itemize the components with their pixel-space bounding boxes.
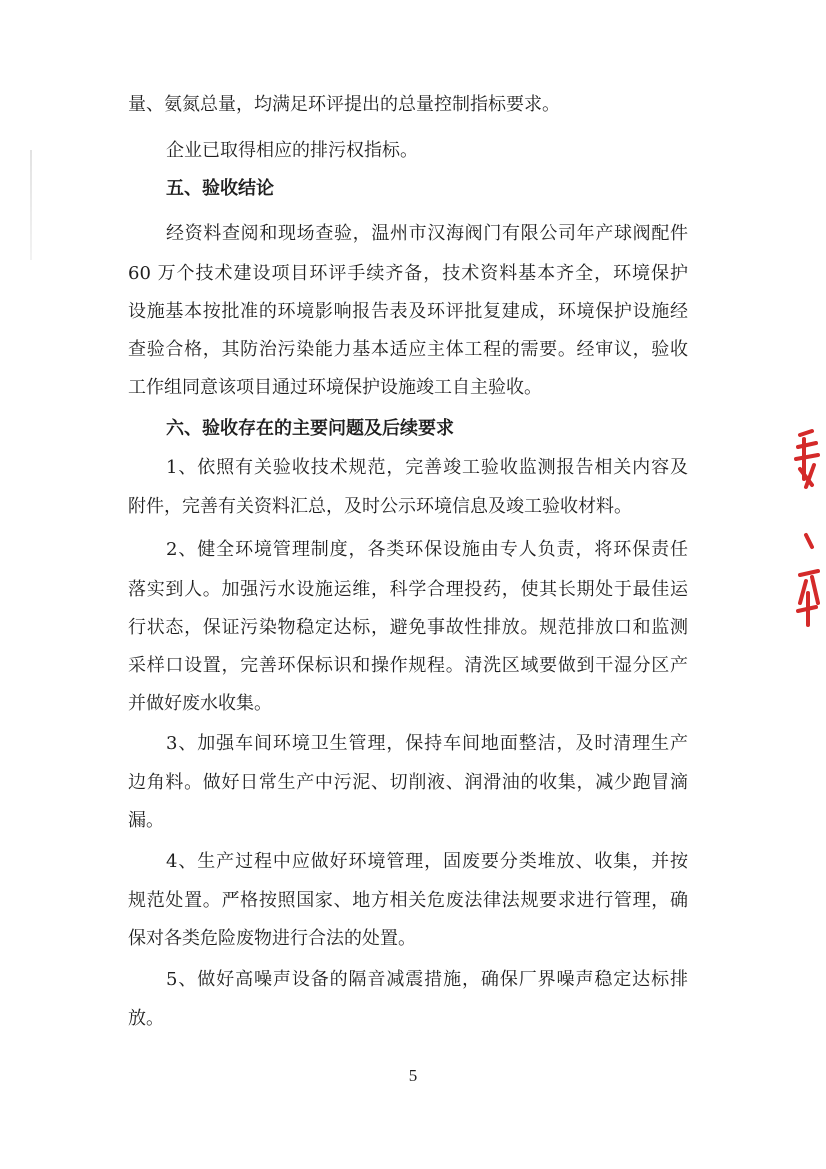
text-line-8: 工作组同意该项目通过环境保护设施竣工自主验收。 [128, 377, 542, 398]
text-line-19: 漏。 [128, 810, 164, 831]
text-line-7: 查验合格，其防治污染能力基本适应主体工程的需要。经审议，验收 [128, 339, 688, 360]
text-line-4: 经资料查阅和现场查验，温州市汉海阀门有限公司年产球阀配件 [166, 223, 688, 244]
text-line-24: 放。 [128, 1008, 164, 1029]
page-number: 5 [408, 1066, 418, 1085]
text-line-16: 并做好废水收集。 [128, 693, 272, 714]
text-line-21: 规范处置。严格按照国家、地方相关危废法律法规要求进行管理，确 [128, 890, 688, 911]
text-line-6: 设施基本按批准的环境影响报告表及环评批复建成，环境保护设施经 [128, 301, 688, 322]
text-line-17: 3、加强车间环境卫生管理，保持车间地面整洁，及时清理生产 [166, 733, 688, 754]
text-line-13: 落实到人。加强污水设施运维，科学合理投药，使其长期处于最佳运 [128, 579, 688, 600]
section-heading-conclusion: 五、验收结论 [166, 178, 274, 199]
text-line-5: 60 万个技术建设项目环评手续齐备，技术资料基本齐全，环境保护 [128, 263, 688, 284]
text-line-15: 采样口设置，完善环保标识和操作规程。清洗区域要做到干湿分区产 [128, 655, 688, 676]
text-line-23: 5、做好高噪声设备的隔音减震措施，确保厂界噪声稳定达标排 [166, 969, 688, 990]
section-heading-issues: 六、验收存在的主要问题及后续要求 [166, 418, 454, 439]
text-line-10: 1、依照有关验收技术规范，完善竣工验收监测报告相关内容及 [166, 457, 688, 478]
text-line-22: 保对各类危险废物进行合法的处置。 [128, 928, 416, 949]
text-line-11: 附件，完善有关资料汇总，及时公示环境信息及竣工验收材料。 [128, 496, 632, 517]
text-line-20: 4、生产过程中应做好环境管理，固废要分类堆放、收集，并按 [166, 851, 688, 872]
text-line-14: 行状态，保证污染物稳定达标，避免事故性排放。规范排放口和监测 [128, 617, 688, 638]
scan-artifact [30, 150, 32, 260]
seal-stamp-fragment [786, 425, 826, 655]
text-line-1: 量、氨氮总量，均满足环评提出的总量控制指标要求。 [128, 94, 560, 115]
text-line-12: 2、健全环境管理制度，各类环保设施由专人负责，将环保责任 [166, 539, 688, 560]
text-line-2: 企业已取得相应的排污权指标。 [166, 140, 418, 161]
text-line-18: 边角料。做好日常生产中污泥、切削液、润滑油的收集，减少跑冒滴 [128, 772, 688, 793]
